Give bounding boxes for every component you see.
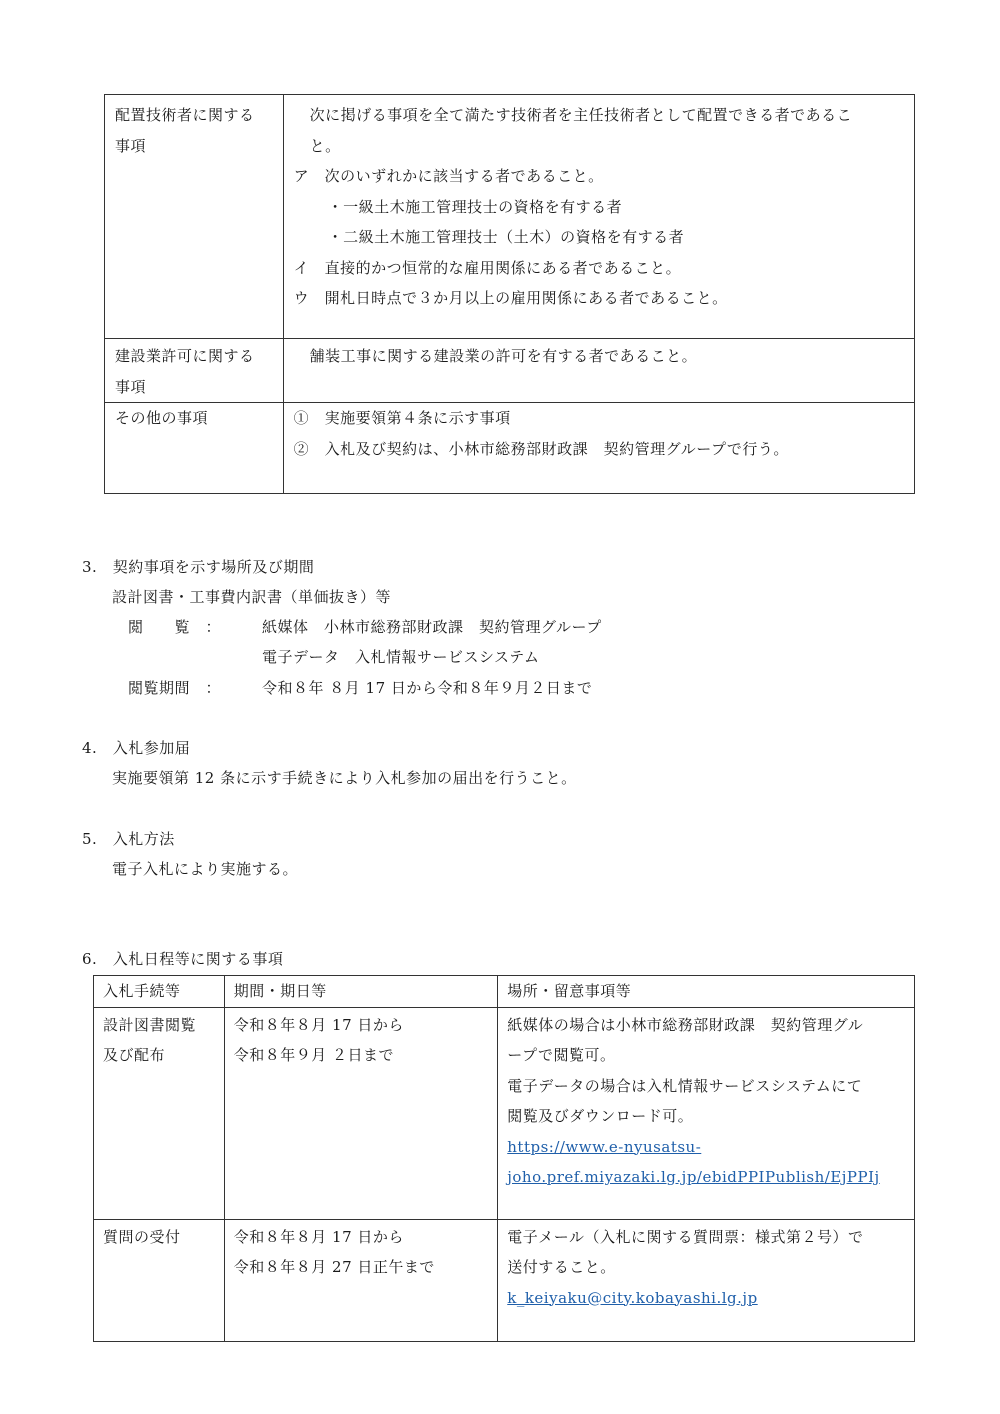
period-cell: 令和８年８月 17 日から 令和８年９月 ２日まで (224, 1007, 497, 1219)
requirement-subitem: ・一級土木施工管理技士の資格を有する者 (327, 197, 623, 216)
row-label: その他の事項 (115, 409, 209, 427)
ebid-link[interactable]: joho.pref.miyazaki.lg.jp/ebidPPIPublish/EjPPIj (507, 1168, 880, 1186)
notes-cell: 電子メール（入札に関する質問票：様式第２号）で 送付すること。 k_keiyaku@city.kobayashi.lg.jp (498, 1219, 915, 1341)
procedure-cell: 設計図書閲覧 及び配布 (94, 1007, 225, 1219)
requirement-text: 次に掲げる事項を全て満たす技術者を主任技術者として配置できる者であるこ (309, 106, 853, 124)
requirement-item: ア 次のいずれかに該当する者であること。 (293, 167, 604, 185)
requirement-item: ウ 開札日時点で３か月以上の雇用関係にある者であること。 (293, 289, 728, 307)
table-header-row (94, 976, 915, 1008)
content-cell (283, 95, 914, 339)
notes-cell: 紙媒体の場合は小林市総務部財政課 契約管理グル ープで閲覧可。 電子データの場合は入札情報サービスシステムにて 閲覧及びダウンロード可。 https://www.e-nyusatsu- joho.pref.miyazaki.lg.jp/ebidPPIPublish/EjPPIj (498, 1007, 915, 1219)
table-row (105, 339, 915, 403)
period-label: 閲覧期間 ： (128, 679, 222, 697)
view-location: 電子データ 入札情報サービスシステム (262, 648, 540, 666)
table-row (105, 403, 915, 494)
header-cell: 場所・留意事項等 (498, 976, 915, 1008)
header-cell: 期間・期日等 (224, 976, 497, 1008)
requirement-text: と。 (309, 136, 341, 155)
section-3-heading: 3. 契約事項を示す場所及び期間 (82, 558, 315, 576)
requirement-item: イ 直接的かつ恒常的な雇用関係にある者であること。 (293, 258, 682, 277)
row-label: 事項 (115, 377, 147, 396)
section-5-heading: 5. 入札方法 (82, 830, 175, 848)
email-link[interactable]: k_keiyaku@city.kobayashi.lg.jp (507, 1288, 758, 1307)
section-6-heading: 6. 入札日程等に関する事項 (82, 950, 284, 968)
section-3-subheading: 設計図書・工事費内訳書（単価抜き）等 (112, 588, 392, 606)
content-cell (283, 339, 914, 403)
section-4-body: 実施要領第 12 条に示す手続きにより入札参加の届出を行うこと。 (112, 769, 577, 787)
view-label: 閲 覧 ： (128, 618, 222, 636)
license-text: 舗装工事に関する建設業の許可を有する者であること。 (309, 347, 698, 365)
procedure-cell: 質問の受付 (94, 1219, 225, 1341)
row-label: 建設業許可に関する (115, 347, 255, 365)
table-row (94, 1219, 915, 1341)
header-cell: 入札手続等 (94, 976, 225, 1008)
label-cell (105, 339, 284, 403)
content-cell (283, 403, 914, 494)
other-item: ① 実施要領第４条に示す事項 (293, 409, 511, 427)
section-5-body: 電子入札により実施する。 (112, 860, 299, 878)
label-cell (105, 95, 284, 339)
other-item: ② 入札及び契約は、小林市総務部財政課 契約管理グループで行う。 (293, 439, 789, 458)
ebid-link[interactable]: https://www.e-nyusatsu- (507, 1137, 702, 1156)
row-label: 配置技術者に関する (115, 106, 255, 124)
view-location: 紙媒体 小林市総務部財政課 契約管理グループ (262, 618, 602, 636)
row-label: 事項 (115, 136, 147, 155)
schedule-table (93, 975, 915, 1342)
period-cell: 令和８年８月 17 日から 令和８年８月 27 日正午まで (224, 1219, 497, 1341)
requirement-subitem: ・二級土木施工管理技士（土木）の資格を有する者 (327, 228, 685, 246)
table-row (105, 95, 915, 339)
section-4-heading: 4. 入札参加届 (82, 739, 191, 757)
label-cell (105, 403, 284, 494)
period-value: 令和８年 ８月 17 日から令和８年９月２日まで (262, 679, 593, 697)
requirements-table (104, 94, 915, 494)
table-row (94, 1007, 915, 1219)
